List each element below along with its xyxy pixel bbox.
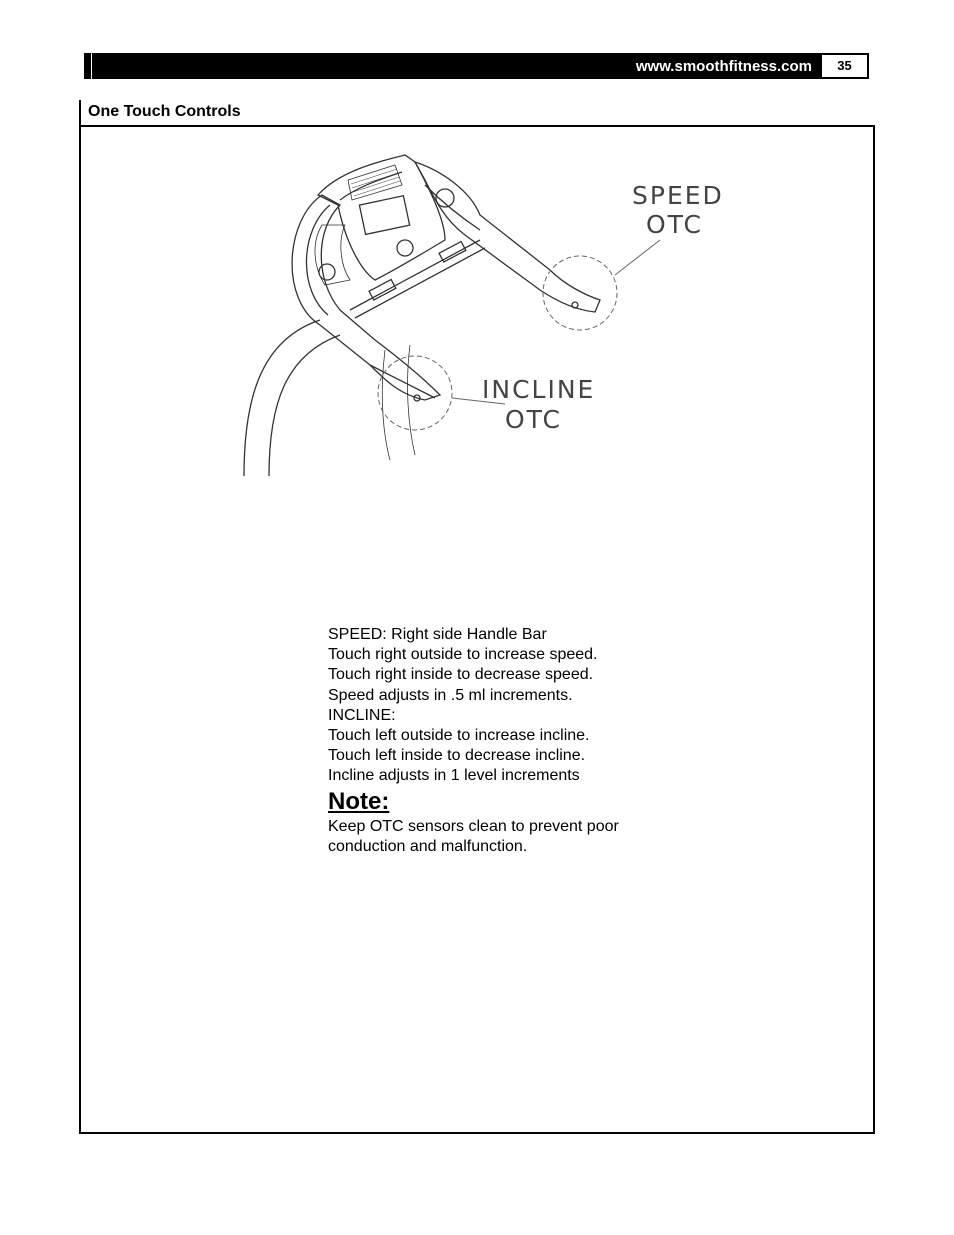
incline-heading: INCLINE:	[328, 706, 396, 724]
speed-increase-text: Touch right outside to increase speed.	[328, 646, 598, 664]
header-bar	[84, 53, 820, 79]
speed-heading: SPEED: Right side Handle Bar	[328, 626, 547, 643]
incline-callout-line1: INCLINE	[482, 375, 596, 404]
header-url: www.smoothfitness.com	[635, 58, 812, 75]
header-bar-rule	[91, 53, 92, 79]
incline-increase-text: Touch left outside to increase incline.	[328, 727, 590, 745]
section-title: One Touch Controls	[88, 103, 241, 120]
section-title-rule	[79, 100, 81, 127]
speed-callout-line2: OTC	[646, 210, 703, 239]
incline-callout-line2: OTC	[505, 405, 562, 434]
incline-increment-text: Incline adjusts in 1 level increments	[328, 767, 580, 785]
incline-decrease-text: Touch left inside to decrease incline.	[328, 747, 586, 765]
treadmill-console-illustration	[230, 150, 730, 480]
note-heading: Note:	[328, 787, 390, 815]
note-line-1: Keep OTC sensors clean to prevent poor	[328, 817, 619, 835]
note-line-2: conduction and malfunction.	[328, 837, 528, 855]
instructions-block	[328, 625, 619, 857]
speed-callout-line1: SPEED	[632, 181, 724, 210]
speed-increment-text: Speed adjusts in .5 ml increments.	[328, 686, 573, 704]
speed-decrease-text: Touch right inside to decrease speed.	[328, 666, 594, 684]
page-number: 35	[820, 53, 869, 79]
